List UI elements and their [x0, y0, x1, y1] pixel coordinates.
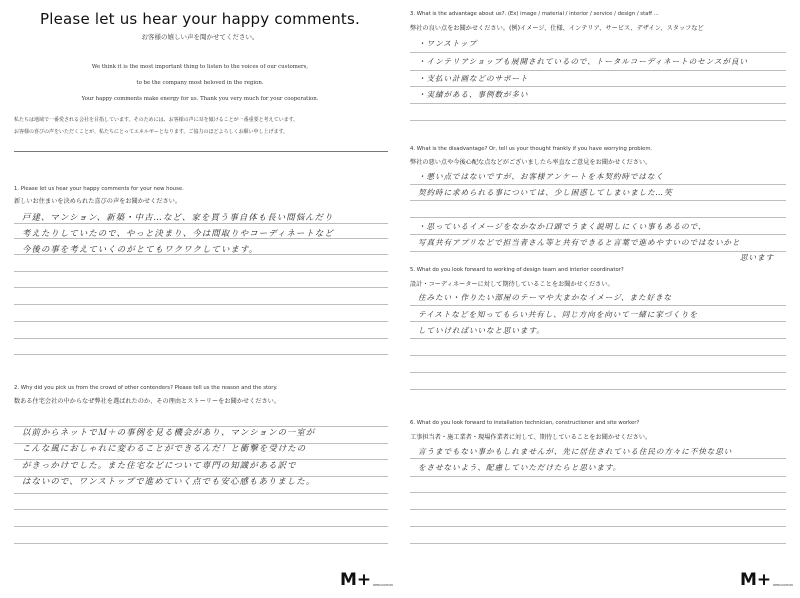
question-4-jp: 弊社の悪い点や今後心配な点などがございましたら率直なご意見をお聞かせください。 [410, 159, 652, 166]
answer-line [14, 321, 388, 322]
intro-jp-line: 私たちは地域で一番愛される会社を目指しています。そのためには、お客様の声に耳を傾けることが一番重要と考えています。 [14, 117, 299, 123]
handwritten-answer-3-line: ・実績がある、事例数が多い [418, 90, 529, 99]
answer-line [14, 338, 388, 339]
handwritten-answer-1-line: 考えたりしていたので、やっと決まり、今は間取りやコーディネートなど [22, 228, 334, 238]
answer-line [410, 217, 786, 218]
logo-caption: RENOVATION [373, 582, 393, 587]
answer-line [410, 120, 786, 121]
answer-line [14, 543, 388, 544]
handwritten-answer-2-line: こんな風におしゃれに変わることができるんだ！と衝撃を受けたの [22, 443, 307, 453]
answer-line [410, 200, 786, 201]
answer-line [410, 338, 786, 339]
answer-line [410, 52, 786, 53]
page-title: Please let us hear your happy comments. [40, 10, 360, 28]
right-page [400, 0, 800, 598]
question-5-en: 5. What do you look forward to working of design team and interior coordinator? [410, 267, 624, 273]
answer-line [14, 271, 388, 272]
handwritten-answer-4-line: ・思っているイメージをなかなか口頭でうまく説明しにくい事もあるので、 [418, 222, 707, 231]
question-2-en: 2. Why did you pick us from the crowd of other contenders? Please tell us the reason and the story. [14, 385, 278, 391]
handwritten-answer-4-line: 写真共有アプリなどで担当者さん等と共有できると言葉で進めやすいのではないかと [418, 238, 741, 247]
answer-line [14, 493, 388, 494]
answer-line [410, 509, 786, 510]
question-4-en: 4. What is the disadvantage? Or, tell us your thought frankly if you have worrying problem. [410, 146, 653, 152]
answer-line [410, 234, 786, 235]
brand-logo [340, 572, 397, 589]
question-3-en: 3. What is the advantage about us?. (Ex) image / material / interior / service / design / staff ... [410, 11, 659, 17]
question-2-jp: 数ある住宅会社の中からなぜ弊社を選ばれたのか、その理由とストーリーをお聞かせください。 [14, 398, 281, 405]
answer-line [410, 251, 786, 252]
answer-line [410, 389, 786, 390]
brand-logo [740, 572, 797, 589]
answer-line [410, 543, 786, 544]
question-6-en: 6. What do you look forward to installation technician, constructioner and site worker? [410, 420, 640, 426]
intro-en-line: Your happy comments make energy for us. Thank you very much for your cooperation. [81, 96, 319, 102]
logo-caption: RENOVATION [773, 582, 793, 587]
answer-line [410, 492, 786, 493]
answer-line [14, 223, 388, 224]
handwritten-answer-5-line: 住みたい・作りたい部屋のテーマや大まかなイメージ、また好きな [418, 293, 672, 302]
handwritten-answer-1-line: 戸建、マンション、新築・中古…など、家を買う事自体も長い間悩んだり [22, 212, 334, 222]
logo-mark: M+ [340, 570, 372, 590]
handwritten-answer-4-line: 契約時に求められる事については、少し困惑してしまいました…笑 [418, 188, 673, 197]
handwritten-answer-4-line: ・悪い点ではないですが、お客様アンケートを本契約時ではなく [418, 172, 664, 181]
question-5-jp: 設計・コーディネーターに対して期待していることをお聞かせください。 [410, 281, 614, 288]
handwritten-answer-3-line: ・インテリアショップも展開されているので、トータルコーディネートのセンスが良い [418, 57, 748, 66]
handwritten-answer-3-line: ・ワンストップ [418, 39, 477, 48]
handwritten-answer-1-line: 今後の事を考えていくのがとてもワクワクしています。 [22, 244, 259, 254]
handwritten-answer-5-line: していければいいなと思います。 [418, 326, 545, 335]
handwritten-answer-6-line: 言うまでもない事かもしれませんが、先に居住されている住民の方々に不快な思い [418, 447, 733, 456]
answer-line [14, 287, 388, 288]
handwritten-answer-4-line: 思います [740, 253, 774, 262]
page-subtitle-jp: お客様の嬉しい声を聞かせてください。 [141, 33, 259, 41]
answer-line [410, 355, 786, 356]
answer-line [410, 458, 786, 459]
handwritten-answer-6-line: をさせないよう、配慮していただけたらと思います。 [418, 463, 622, 472]
answer-line [410, 321, 786, 322]
answer-line [14, 354, 388, 355]
answer-line [410, 70, 786, 71]
question-1-jp: 新しいお住まいを決められた喜びの声をお聞かせください。 [14, 198, 182, 205]
divider [14, 151, 388, 152]
handwritten-answer-3-line: ・支払い計画などのサポート [418, 74, 529, 83]
handwritten-answer-2-line: がきっかけでした。また住宅などについて専門の知識がある訳で [22, 460, 297, 470]
logo-mark: M+ [740, 570, 772, 590]
answer-line [410, 476, 786, 477]
answer-line [410, 86, 786, 87]
question-3-jp: 弊社の良い点をお聞かせください。(例)イメージ、仕様、インテリア、サービス、デザイン、スタッフなど [410, 25, 704, 32]
handwritten-answer-2-line: 以前からネットでＭ＋の事例を見る機会があり、マンションの一室が [22, 427, 316, 437]
answer-line [410, 305, 786, 306]
question-6-jp: 工事担当者・施工業者・現場作業者に対して、期待していることをお聞かせください。 [410, 434, 652, 441]
answer-line [410, 372, 786, 373]
answer-line [410, 526, 786, 527]
handwritten-answer-2-line: はないので、ワンストップで進めていく点でも安心感もありました。 [22, 476, 316, 486]
intro-jp-line: お客様の喜びの声をいただくことが、私たちにとってエネルギーとなります。ご協力のほどよろしくお願い申し上げます。 [14, 129, 289, 135]
answer-line [410, 184, 786, 185]
answer-line [14, 509, 388, 510]
intro-en-line: to be the company most beloved in the region. [136, 80, 264, 86]
answer-line [14, 304, 388, 305]
answer-line [14, 526, 388, 527]
intro-en-line: We think it is the most important thing to listen to the voices of our customers, [91, 64, 309, 70]
answer-line [410, 103, 786, 104]
question-1-en: 1. Please let us hear your happy comments for your new house. [14, 186, 184, 192]
handwritten-answer-5-line: テイストなどを知ってもらい共有し、同じ方向を向いて一緒に家づくりを [418, 310, 698, 319]
